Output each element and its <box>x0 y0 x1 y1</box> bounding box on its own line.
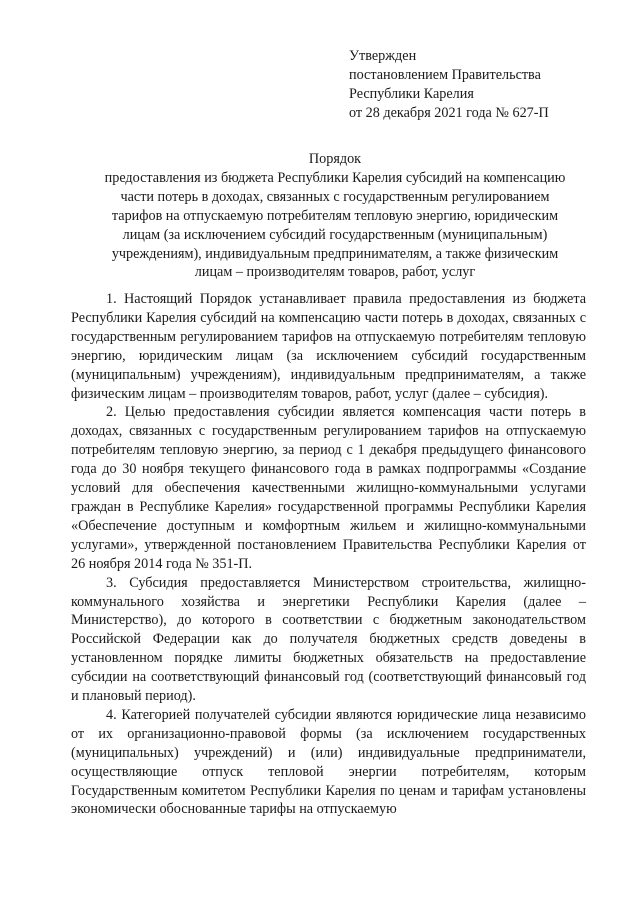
paragraph-3: 3. Субсидия предоставляется Министерством строительства, жилищно-коммунального хозяйства и энергетики Республики Карелия (далее – Министерство), до которого в соответствии с бюджетным законодательством Российской Федерации как до получателя бюджетных средств доведены в установленном порядке лимиты бюджетных обязательств на предоставление субсидии на соответствующий финансовый год (соответствующий финансовый год и плановый период). <box>71 574 586 705</box>
title-line: лицам – производителям товаров, работ, услуг <box>194 264 476 281</box>
title-line: предоставления из бюджета Республики Карелия субсидий на компенсацию <box>104 169 566 186</box>
document-body <box>71 290 586 819</box>
approval-line-resolution: постановлением Правительства <box>349 66 541 83</box>
approval-line-republic: Республики Карелия <box>349 85 474 102</box>
title-line: лицам (за исключением субсидий государственным (муниципальным) <box>122 226 548 243</box>
approval-line-approved: Утвержден <box>349 48 417 64</box>
paragraph-4: 4. Категорией получателей субсидии являются юридические лица независимо от их организационно-правовой формы (за исключением государственных (муниципальных) учреждений) и (или) индивидуальные предприниматели, осуществляющие отпуск тепловой энергии потребителям, которым Государственным комитетом Республики Карелия по ценам и тарифам установлены экономически обоснованные тарифы на отпускаемую <box>71 706 586 818</box>
paragraph-1: 1. Настоящий Порядок устанавливает правила предоставления из бюджета Республики Карелия субсидий на компенсацию части потерь в доходах, связанных с государственным регулированием тарифов на отпускаемую потребителям тепловую энергию, юридическим лицам (за исключением субсидий государственным (муниципальным) учреждениям), индивидуальным предпринимателям, а также физическим лицам – производителям товаров, работ, услуг (далее – субсидия). <box>71 291 586 402</box>
title-line: учреждениям), индивидуальным предпринимателям, а также физическим <box>111 245 559 262</box>
title-heading: Порядок <box>308 151 362 167</box>
approval-stamp-block <box>349 47 609 123</box>
paragraph-2: 2. Целью предоставления субсидии является компенсация части потерь в доходах, связанных с государственным регулированием тарифов на отпускаемую потребителям тепловую энергию, за период с 1 декабря предыдущего финансового года до 30 ноября текущего финансового года в рамках подпрограммы «Создание условий для обеспечения качественными жилищно-коммунальными услугами граждан в Республике Карелия» государственной программы Республики Карелия «Обеспечение доступным и комфортным жильем и жилищно-коммунальными услугами», утвержденной постановлением Правительства Республики Карелия от 26 ноября 2014 года № 351-П. <box>71 404 586 572</box>
document-title <box>70 150 600 282</box>
title-line: части потерь в доходах, связанных с государственным регулированием <box>120 188 550 205</box>
title-line: тарифов на отпускаемую потребителям тепловую энергию, юридическим <box>111 207 559 224</box>
approval-line-date: от 28 декабря 2021 года № 627-П <box>349 104 549 121</box>
